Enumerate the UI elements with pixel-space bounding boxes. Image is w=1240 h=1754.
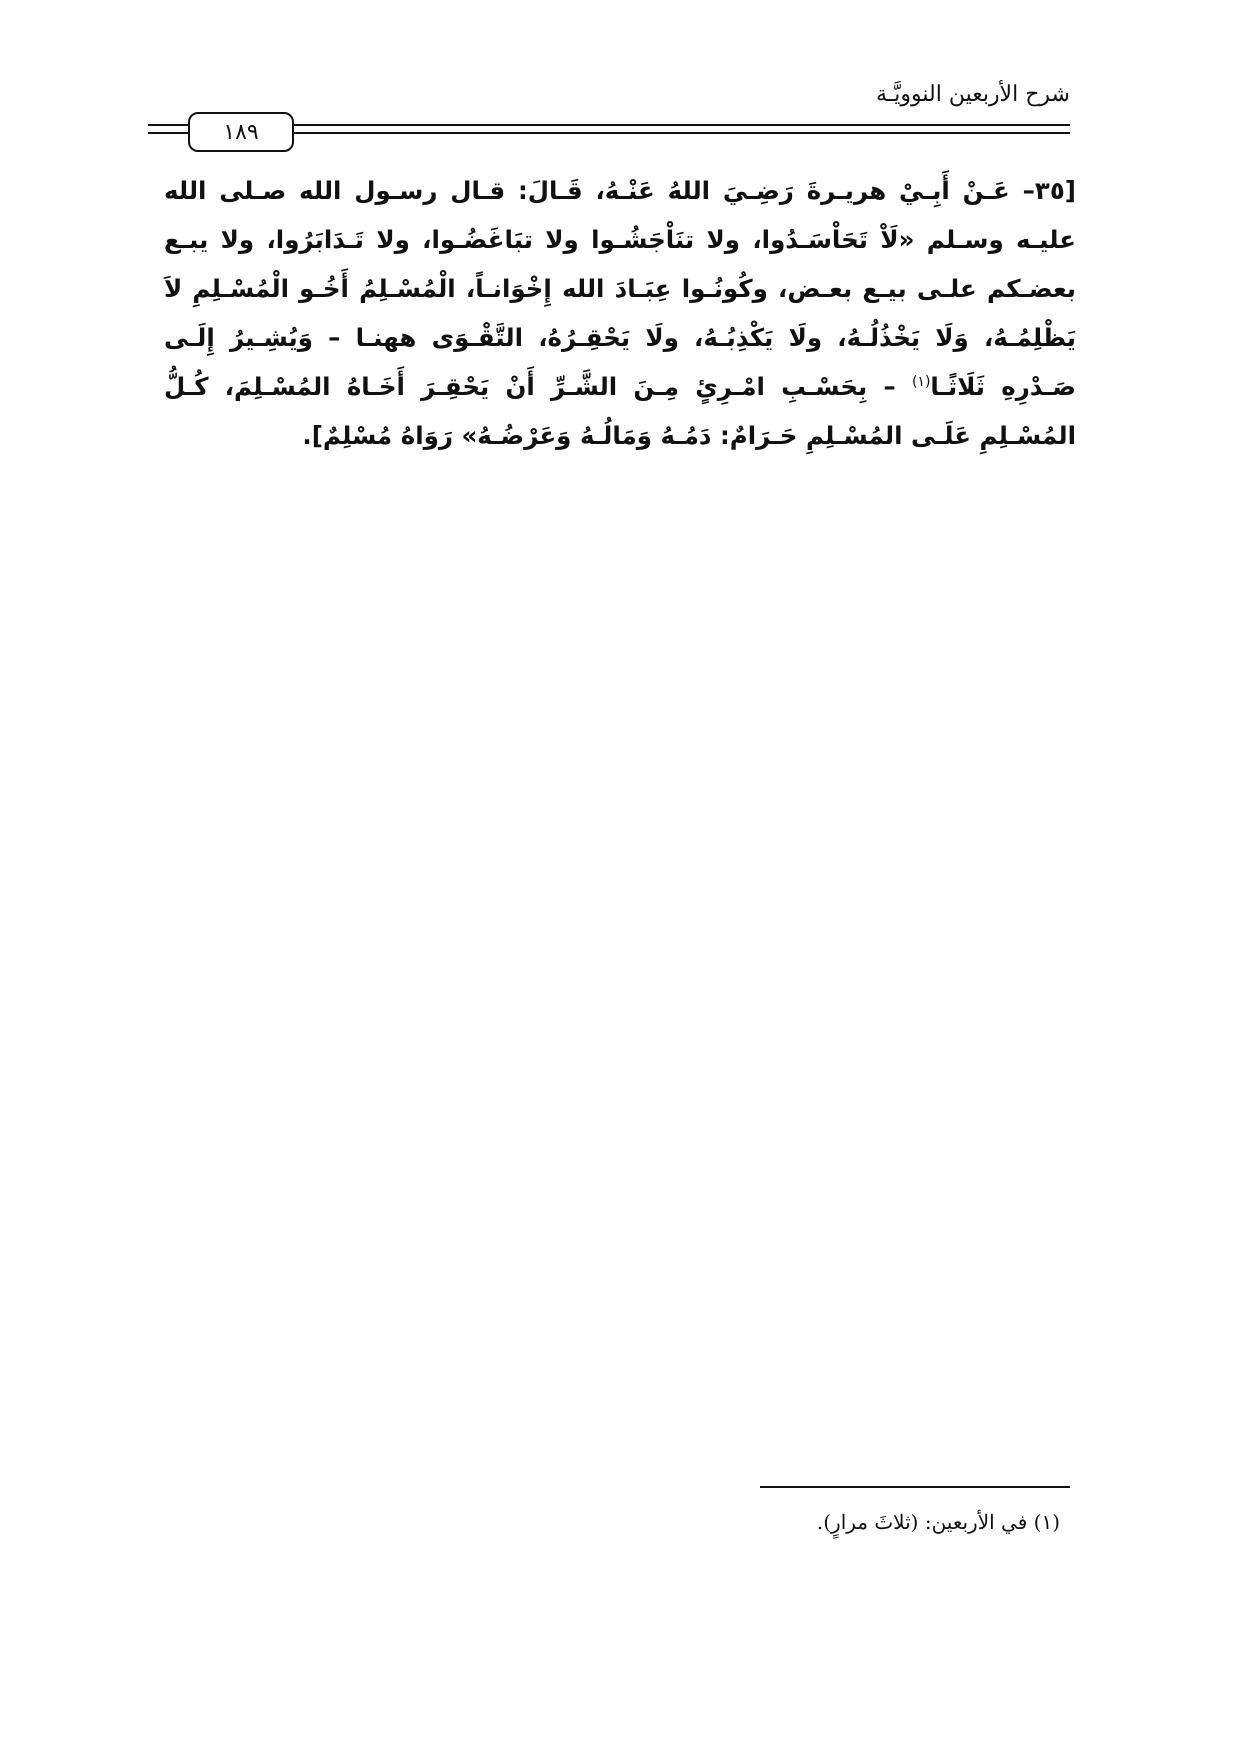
page-number-label: ١٨٩ (223, 119, 259, 145)
hadith-text-part-1: [٣٥– عَـنْ أَبِـيْ هريـرةَ رَضِـيَ اللهُ عَنْـهُ، قَـالَ: قـال رسـول الله صـلى الله عليـه وسـلم «لَاْ تَحَاْسَـدُوا، ولا تنَاْجَشُـوا ولا تبَاغَضُـوا، ولا تَـدَابَرُوا، ولا يبـع بعضـكم علـى بيـع بعـض، وكُونُـوا عِبَـادَ الله إِخْوَانـاً، الْمُسْـلِمُ أَخُـو الْمُسْـلِمِ لاَ يَظْلِمُـهُ، وَلَا يَخْذُلُـهُ، ولَا يَكْذِبُـهُ، ولَا يَحْقِـرُهُ، التَّقْـوَى ههنـا – وَيُشِـيرُ إِلَـى صَـدْرِهِ ثَلَاثًـا (164, 176, 1077, 401)
hadith-text-part-2: – بِحَسْـبِ امْـرِئٍ مِـنَ الشَّـرِّ أَنْ يَحْقِـرَ أَخَـاهُ المُسْـلِمَ، كُـلُّ المُسْـلِمِ عَلَـى المُسْـلِمِ حَـرَامٌ: دَمُـهُ وَمَالُـهُ وَعَرْضُـهُ» رَوَاهُ مُسْلِمٌ]. (164, 372, 1076, 450)
page-number (188, 112, 294, 152)
footnote-separator (760, 1486, 1070, 1488)
running-header-title: شرح الأربعين النوويَّـة (876, 82, 1070, 107)
footnote-reference[interactable]: (١) (911, 373, 931, 390)
hadith-paragraph (164, 166, 1076, 460)
footnote-text: (١) في الأربعين: (ثلاثَ مرارٍ). (816, 1510, 1060, 1534)
